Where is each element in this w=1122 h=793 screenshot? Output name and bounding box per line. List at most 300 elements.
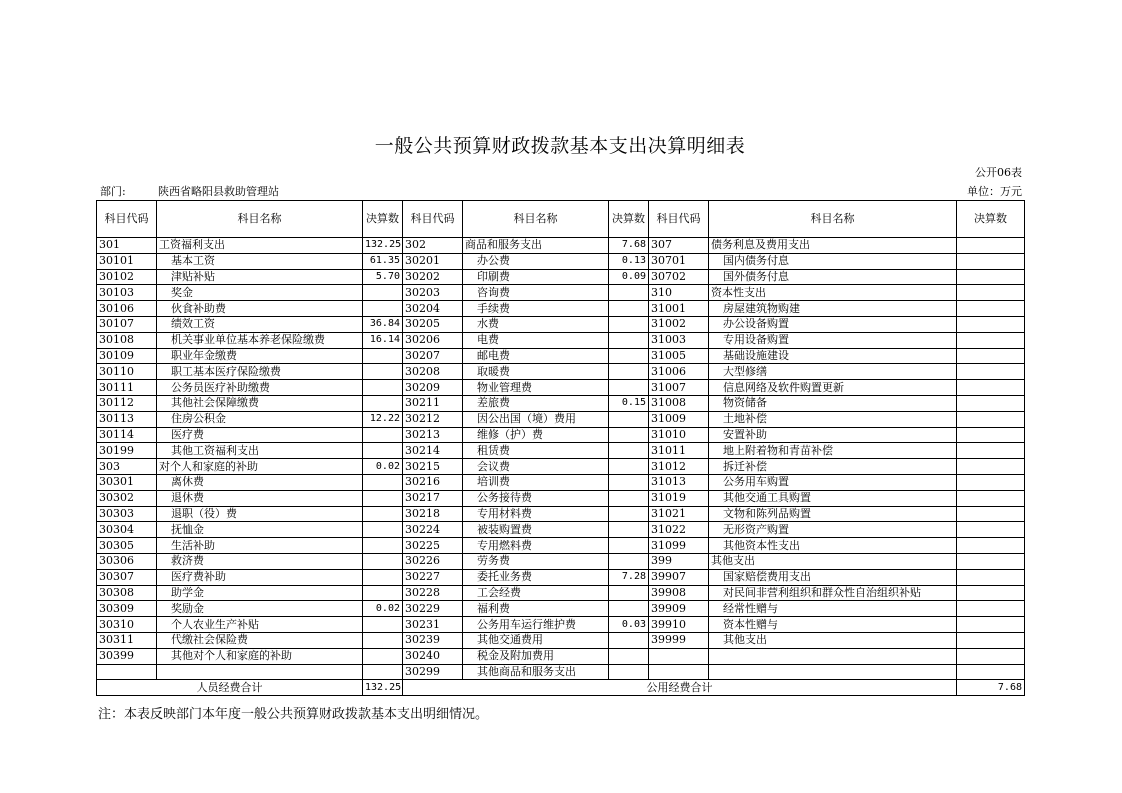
subject-code-cell: 30309 — [97, 601, 157, 617]
subject-code-cell: 30217 — [403, 490, 463, 506]
subject-code-cell: 310 — [649, 285, 709, 301]
subject-code-cell: 31001 — [649, 301, 709, 317]
subject-code-cell: 31011 — [649, 443, 709, 459]
amount-cell — [609, 316, 649, 332]
subject-name-cell: 职工基本医疗保险缴费 — [157, 364, 363, 380]
amount-cell — [957, 316, 1025, 332]
subject-code-cell: 30208 — [403, 364, 463, 380]
subject-name-cell: 物业管理费 — [463, 380, 609, 396]
subject-name-cell — [157, 664, 363, 680]
table-row — [97, 285, 1025, 301]
subject-code-cell: 31012 — [649, 459, 709, 475]
subject-code-cell: 30301 — [97, 474, 157, 490]
amount-cell — [363, 522, 403, 538]
subject-name-cell: 福利费 — [463, 601, 609, 617]
subject-code-cell: 30239 — [403, 632, 463, 648]
amount-cell — [957, 506, 1025, 522]
amount-cell — [609, 538, 649, 554]
subject-name-cell: 房屋建筑物购建 — [709, 301, 957, 317]
amount-cell — [609, 632, 649, 648]
subject-code-cell: 30306 — [97, 553, 157, 569]
amount-cell — [957, 427, 1025, 443]
subject-code-cell: 30305 — [97, 538, 157, 554]
subject-name-cell: 国家赔偿费用支出 — [709, 569, 957, 585]
subject-name-cell: 国外债务付息 — [709, 269, 957, 285]
subject-name-cell: 专用设备购置 — [709, 332, 957, 348]
amount-cell — [609, 285, 649, 301]
subject-code-cell: 31003 — [649, 332, 709, 348]
amount-cell — [957, 301, 1025, 317]
subject-code-cell — [97, 664, 157, 680]
department-line — [100, 183, 279, 199]
subject-code-cell: 30307 — [97, 569, 157, 585]
subject-code-cell: 31013 — [649, 474, 709, 490]
subject-code-cell: 31007 — [649, 380, 709, 396]
subject-code-cell: 301 — [97, 238, 157, 254]
form-code: 公开06表 — [975, 166, 1022, 179]
amount-cell — [609, 553, 649, 569]
subject-name-cell: 生活补助 — [157, 538, 363, 554]
subject-name-cell: 对民间非营利组织和群众性自治组织补贴 — [709, 585, 957, 601]
amount-cell — [363, 395, 403, 411]
amount-cell — [609, 648, 649, 664]
unit-label: 单位：万元 — [967, 185, 1022, 198]
table-row — [97, 332, 1025, 348]
subject-code-cell: 307 — [649, 238, 709, 254]
subject-name-cell: 医疗费补助 — [157, 569, 363, 585]
subject-code-cell: 31006 — [649, 364, 709, 380]
public-total-value: 7.68 — [957, 680, 1025, 696]
subject-code-cell: 30218 — [403, 506, 463, 522]
subject-code-cell: 30205 — [403, 316, 463, 332]
amount-cell — [609, 443, 649, 459]
table-row — [97, 522, 1025, 538]
subject-name-cell: 机关事业单位基本养老保险缴费 — [157, 332, 363, 348]
subject-name-cell: 工资福利支出 — [157, 238, 363, 254]
table-body — [97, 238, 1025, 680]
amount-cell — [609, 664, 649, 680]
subject-code-cell: 30213 — [403, 427, 463, 443]
subject-name-cell: 咨询费 — [463, 285, 609, 301]
subject-name-cell: 安置补助 — [709, 427, 957, 443]
subject-code-cell: 30114 — [97, 427, 157, 443]
subject-name-cell: 助学金 — [157, 585, 363, 601]
subject-name-cell: 资本性赠与 — [709, 617, 957, 633]
public-total-label: 公用经费合计 — [403, 680, 957, 696]
subject-name-cell: 办公费 — [463, 253, 609, 269]
amount-cell — [363, 648, 403, 664]
subject-code-cell: 39908 — [649, 585, 709, 601]
subject-name-cell: 因公出国（境）费用 — [463, 411, 609, 427]
table-row — [97, 411, 1025, 427]
amount-cell — [609, 364, 649, 380]
table-row — [97, 238, 1025, 254]
table-row — [97, 348, 1025, 364]
amount-cell: 12.22 — [363, 411, 403, 427]
header-row — [97, 201, 1025, 238]
subject-name-cell: 离休费 — [157, 474, 363, 490]
amount-cell — [957, 664, 1025, 680]
subject-name-cell: 奖金 — [157, 285, 363, 301]
subject-name-cell: 物资储备 — [709, 395, 957, 411]
subject-code-cell: 31019 — [649, 490, 709, 506]
subject-name-cell: 土地补偿 — [709, 411, 957, 427]
subject-name-cell: 资本性支出 — [709, 285, 957, 301]
amount-cell — [957, 332, 1025, 348]
amount-cell — [957, 364, 1025, 380]
subject-code-cell: 30201 — [403, 253, 463, 269]
amount-cell — [363, 348, 403, 364]
header-cell: 科目名称 — [709, 201, 957, 238]
amount-cell — [957, 585, 1025, 601]
subject-name-cell: 国内债务付息 — [709, 253, 957, 269]
table-row — [97, 648, 1025, 664]
amount-cell: 0.02 — [363, 601, 403, 617]
subject-name-cell: 其他商品和服务支出 — [463, 664, 609, 680]
subject-code-cell: 30101 — [97, 253, 157, 269]
subject-name-cell: 文物和陈列品购置 — [709, 506, 957, 522]
amount-cell — [609, 380, 649, 396]
subject-name-cell: 其他支出 — [709, 553, 957, 569]
subject-code-cell: 303 — [97, 459, 157, 475]
amount-cell — [957, 601, 1025, 617]
amount-cell — [363, 506, 403, 522]
table-row — [97, 490, 1025, 506]
amount-cell — [363, 664, 403, 680]
amount-cell — [363, 380, 403, 396]
amount-cell — [957, 443, 1025, 459]
subject-name-cell: 拆迁补偿 — [709, 459, 957, 475]
subject-name-cell: 津贴补贴 — [157, 269, 363, 285]
table-title: 一般公共预算财政拨款基本支出决算明细表 — [374, 135, 746, 157]
amount-cell — [957, 569, 1025, 585]
totals-row — [97, 680, 1025, 696]
table-row — [97, 474, 1025, 490]
subject-code-cell: 30231 — [403, 617, 463, 633]
amount-cell — [363, 364, 403, 380]
amount-cell: 16.14 — [363, 332, 403, 348]
amount-cell — [609, 459, 649, 475]
subject-name-cell: 其他工资福利支出 — [157, 443, 363, 459]
subject-name-cell: 基本工资 — [157, 253, 363, 269]
table-row — [97, 585, 1025, 601]
subject-name-cell: 专用燃料费 — [463, 538, 609, 554]
subject-code-cell: 31010 — [649, 427, 709, 443]
table-row — [97, 253, 1025, 269]
amount-cell: 0.13 — [609, 253, 649, 269]
subject-code-cell: 30204 — [403, 301, 463, 317]
amount-cell — [609, 411, 649, 427]
subject-name-cell: 劳务费 — [463, 553, 609, 569]
subject-name-cell: 办公设备购置 — [709, 316, 957, 332]
header-cell: 科目名称 — [157, 201, 363, 238]
subject-name-cell: 住房公积金 — [157, 411, 363, 427]
amount-cell — [609, 427, 649, 443]
subject-code-cell: 31099 — [649, 538, 709, 554]
subject-code-cell: 30107 — [97, 316, 157, 332]
subject-code-cell: 30103 — [97, 285, 157, 301]
subject-code-cell: 30214 — [403, 443, 463, 459]
subject-code-cell: 30111 — [97, 380, 157, 396]
amount-cell — [363, 617, 403, 633]
amount-cell: 5.70 — [363, 269, 403, 285]
subject-code-cell: 30229 — [403, 601, 463, 617]
table-row — [97, 380, 1025, 396]
amount-cell — [609, 301, 649, 317]
amount-cell — [957, 490, 1025, 506]
subject-name-cell: 被装购置费 — [463, 522, 609, 538]
subject-name-cell: 无形资产购置 — [709, 522, 957, 538]
amount-cell — [363, 443, 403, 459]
table-row — [97, 269, 1025, 285]
subject-name-cell: 抚恤金 — [157, 522, 363, 538]
subject-name-cell: 对个人和家庭的补助 — [157, 459, 363, 475]
subject-name-cell: 邮电费 — [463, 348, 609, 364]
amount-cell — [609, 601, 649, 617]
amount-cell — [957, 553, 1025, 569]
amount-cell — [609, 490, 649, 506]
amount-cell: 0.03 — [609, 617, 649, 633]
table-row — [97, 553, 1025, 569]
amount-cell — [609, 332, 649, 348]
subject-code-cell: 30202 — [403, 269, 463, 285]
amount-cell — [957, 269, 1025, 285]
subject-name-cell: 公务员医疗补助缴费 — [157, 380, 363, 396]
subject-code-cell: 39909 — [649, 601, 709, 617]
subject-code-cell: 31021 — [649, 506, 709, 522]
subject-code-cell — [649, 664, 709, 680]
subject-name-cell: 经常性赠与 — [709, 601, 957, 617]
amount-cell: 7.28 — [609, 569, 649, 585]
table-row — [97, 569, 1025, 585]
subject-code-cell: 30109 — [97, 348, 157, 364]
subject-name-cell: 其他资本性支出 — [709, 538, 957, 554]
subject-code-cell: 30225 — [403, 538, 463, 554]
amount-cell — [363, 569, 403, 585]
amount-cell — [957, 474, 1025, 490]
subject-code-cell: 30227 — [403, 569, 463, 585]
table-row — [97, 664, 1025, 680]
subject-code-cell: 30106 — [97, 301, 157, 317]
subject-name-cell: 医疗费 — [157, 427, 363, 443]
subject-name-cell: 救济费 — [157, 553, 363, 569]
amount-cell — [609, 522, 649, 538]
subject-code-cell: 30212 — [403, 411, 463, 427]
subject-name-cell: 信息网络及软件购置更新 — [709, 380, 957, 396]
amount-cell: 0.15 — [609, 395, 649, 411]
table-row — [97, 301, 1025, 317]
subject-name-cell: 大型修缮 — [709, 364, 957, 380]
table-row — [97, 316, 1025, 332]
subject-name-cell: 其他对个人和家庭的补助 — [157, 648, 363, 664]
subject-name-cell: 租赁费 — [463, 443, 609, 459]
header-cell: 科目名称 — [463, 201, 609, 238]
subject-code-cell: 30199 — [97, 443, 157, 459]
subject-code-cell: 30206 — [403, 332, 463, 348]
subject-name-cell — [709, 648, 957, 664]
table-row — [97, 395, 1025, 411]
subject-code-cell: 31009 — [649, 411, 709, 427]
amount-cell — [957, 395, 1025, 411]
subject-name-cell: 税金及附加费用 — [463, 648, 609, 664]
subject-code-cell: 30110 — [97, 364, 157, 380]
amount-cell — [957, 411, 1025, 427]
subject-name-cell: 退职（役）费 — [157, 506, 363, 522]
amount-cell: 0.02 — [363, 459, 403, 475]
amount-cell: 132.25 — [363, 238, 403, 254]
subject-name-cell: 印刷费 — [463, 269, 609, 285]
amount-cell — [957, 538, 1025, 554]
subject-code-cell: 30308 — [97, 585, 157, 601]
subject-code-cell: 31022 — [649, 522, 709, 538]
subject-code-cell: 399 — [649, 553, 709, 569]
subject-code-cell: 39999 — [649, 632, 709, 648]
table-row — [97, 601, 1025, 617]
subject-code-cell: 302 — [403, 238, 463, 254]
subject-name-cell: 手续费 — [463, 301, 609, 317]
subject-code-cell: 31008 — [649, 395, 709, 411]
subject-name-cell: 其他支出 — [709, 632, 957, 648]
amount-cell — [363, 474, 403, 490]
footnote: 注：本表反映部门本年度一般公共预算财政拨款基本支出明细情况。 — [98, 707, 489, 722]
subject-code-cell: 30399 — [97, 648, 157, 664]
subject-code-cell: 30211 — [403, 395, 463, 411]
header-cell: 科目代码 — [649, 201, 709, 238]
amount-cell — [957, 459, 1025, 475]
subject-name-cell: 基础设施建设 — [709, 348, 957, 364]
amount-cell — [363, 553, 403, 569]
amount-cell — [609, 506, 649, 522]
personnel-total-value: 132.25 — [363, 680, 403, 696]
subject-code-cell: 30112 — [97, 395, 157, 411]
amount-cell: 61.35 — [363, 253, 403, 269]
amount-cell — [957, 648, 1025, 664]
department-name: 陕西省略阳县救助管理站 — [158, 185, 279, 198]
table-row — [97, 538, 1025, 554]
table-row — [97, 443, 1025, 459]
subject-code-cell: 30302 — [97, 490, 157, 506]
subject-name-cell: 债务利息及费用支出 — [709, 238, 957, 254]
subject-code-cell: 30701 — [649, 253, 709, 269]
subject-code-cell: 30240 — [403, 648, 463, 664]
subject-code-cell: 30310 — [97, 617, 157, 633]
subject-name-cell: 其他交通费用 — [463, 632, 609, 648]
subject-code-cell: 30226 — [403, 553, 463, 569]
subject-name-cell: 水费 — [463, 316, 609, 332]
subject-name-cell: 其他社会保障缴费 — [157, 395, 363, 411]
table-row — [97, 632, 1025, 648]
subject-name-cell: 代缴社会保险费 — [157, 632, 363, 648]
subject-code-cell: 30215 — [403, 459, 463, 475]
subject-name-cell: 委托业务费 — [463, 569, 609, 585]
header-cell: 决算数 — [363, 201, 403, 238]
amount-cell — [609, 474, 649, 490]
amount-cell — [363, 490, 403, 506]
amount-cell — [957, 253, 1025, 269]
amount-cell: 36.84 — [363, 316, 403, 332]
subject-code-cell: 30224 — [403, 522, 463, 538]
subject-name-cell: 会议费 — [463, 459, 609, 475]
amount-cell — [957, 380, 1025, 396]
subject-name-cell — [709, 664, 957, 680]
subject-name-cell: 公务接待费 — [463, 490, 609, 506]
subject-name-cell: 公务用车运行维护费 — [463, 617, 609, 633]
subject-code-cell — [649, 648, 709, 664]
subject-code-cell: 30299 — [403, 664, 463, 680]
subject-name-cell: 工会经费 — [463, 585, 609, 601]
subject-code-cell: 30207 — [403, 348, 463, 364]
subject-name-cell: 维修（护）费 — [463, 427, 609, 443]
subject-name-cell: 培训费 — [463, 474, 609, 490]
subject-code-cell: 30102 — [97, 269, 157, 285]
subject-code-cell: 39910 — [649, 617, 709, 633]
subject-code-cell: 30113 — [97, 411, 157, 427]
amount-cell — [363, 301, 403, 317]
subject-name-cell: 商品和服务支出 — [463, 238, 609, 254]
amount-cell — [363, 585, 403, 601]
subject-name-cell: 取暖费 — [463, 364, 609, 380]
table-row — [97, 506, 1025, 522]
subject-name-cell: 个人农业生产补贴 — [157, 617, 363, 633]
amount-cell — [957, 617, 1025, 633]
subject-name-cell: 电费 — [463, 332, 609, 348]
table-row — [97, 427, 1025, 443]
subject-code-cell: 31005 — [649, 348, 709, 364]
subject-name-cell: 职业年金缴费 — [157, 348, 363, 364]
subject-name-cell: 伙食补助费 — [157, 301, 363, 317]
department-label: 部门: — [100, 185, 126, 198]
subject-code-cell: 39907 — [649, 569, 709, 585]
subject-name-cell: 地上附着物和青苗补偿 — [709, 443, 957, 459]
amount-cell: 0.09 — [609, 269, 649, 285]
subject-code-cell: 30311 — [97, 632, 157, 648]
amount-cell — [957, 522, 1025, 538]
amount-cell — [957, 285, 1025, 301]
subject-code-cell: 30304 — [97, 522, 157, 538]
header-cell: 科目代码 — [403, 201, 463, 238]
subject-name-cell: 公务用车购置 — [709, 474, 957, 490]
subject-name-cell: 其他交通工具购置 — [709, 490, 957, 506]
subject-code-cell: 30228 — [403, 585, 463, 601]
subject-name-cell: 退休费 — [157, 490, 363, 506]
amount-cell — [363, 538, 403, 554]
subject-code-cell: 30209 — [403, 380, 463, 396]
header-cell: 决算数 — [609, 201, 649, 238]
personnel-total-label: 人员经费合计 — [97, 680, 363, 696]
subject-name-cell: 绩效工资 — [157, 316, 363, 332]
amount-cell — [609, 348, 649, 364]
subject-code-cell: 30216 — [403, 474, 463, 490]
amount-cell — [957, 238, 1025, 254]
amount-cell — [609, 585, 649, 601]
amount-cell — [957, 348, 1025, 364]
table-row — [97, 364, 1025, 380]
header-cell: 决算数 — [957, 201, 1025, 238]
subject-code-cell: 30108 — [97, 332, 157, 348]
subject-code-cell: 30702 — [649, 269, 709, 285]
amount-cell: 7.68 — [609, 238, 649, 254]
amount-cell — [363, 285, 403, 301]
amount-cell — [363, 632, 403, 648]
subject-name-cell: 奖励金 — [157, 601, 363, 617]
amount-cell — [957, 632, 1025, 648]
subject-code-cell: 31002 — [649, 316, 709, 332]
subject-code-cell: 30303 — [97, 506, 157, 522]
amount-cell — [363, 427, 403, 443]
subject-name-cell: 专用材料费 — [463, 506, 609, 522]
expenditure-detail-table — [96, 200, 1025, 696]
subject-code-cell: 30203 — [403, 285, 463, 301]
